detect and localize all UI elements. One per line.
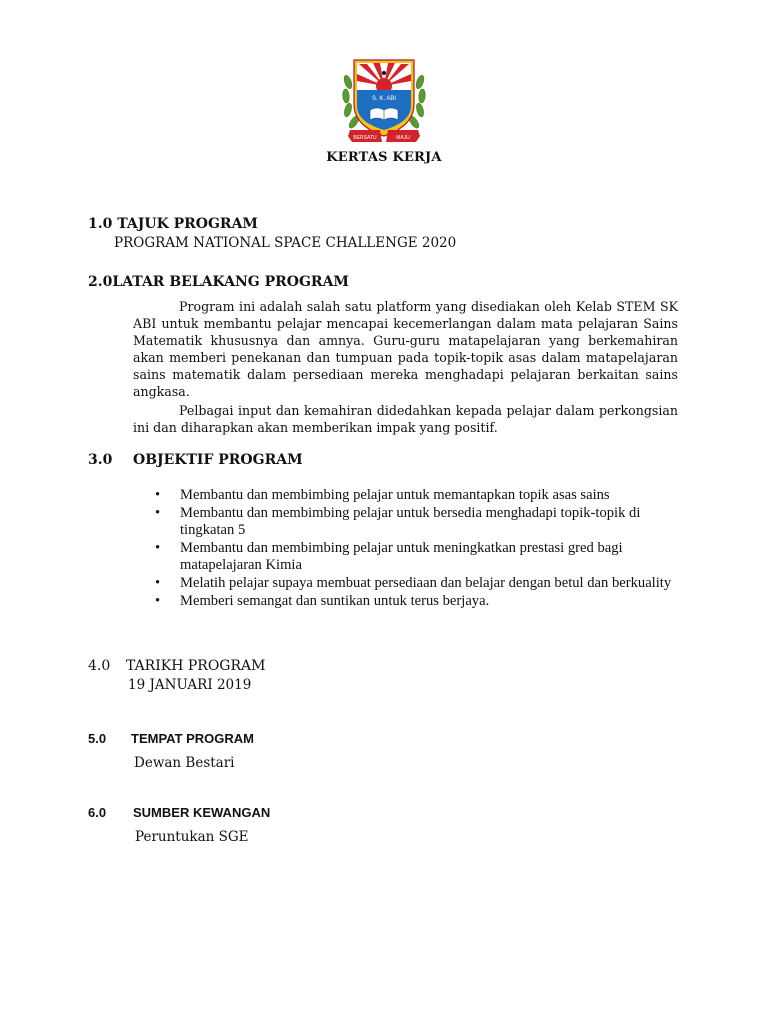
section-4-heading: TARIKH PROGRAM [126,658,266,674]
list-item [155,487,695,504]
section-1-value: PROGRAM NATIONAL SPACE CHALLENGE 2020 [114,235,457,251]
list-item [155,540,695,574]
objective-text: Membantu dan membimbing pelajar untuk memantapkan topik asas sains [180,487,610,503]
bullet-icon: • [155,540,161,556]
section-4-number: 4.0 [88,658,111,674]
bullet-icon: • [155,593,161,609]
list-item [155,505,695,539]
objective-text: Membantu dan membimbing pelajar untuk meningkatkan prestasi gred bagi matapelajaran Kimia [180,540,623,573]
list-item [155,575,695,592]
section-2-paragraph-1 [133,298,678,400]
section-2-paragraph-2 [133,402,678,436]
objective-text: Melatih pelajar supaya membuat persediaan dan belajar dengan betul dan berkuality [180,575,672,591]
document-title: KERTAS KERJA [326,150,442,165]
section-5-heading: TEMPAT PROGRAM [131,731,255,746]
paragraph-1-text: Program ini adalah salah satu platform yang disediakan oleh Kelab STEM SK ABI untuk membantu pelajar mencapai kecemerlangan dalam mata pelajaran Sains Matematik khususnya dan amnya. Guru-guru matapelajaran yang berkemahiran akan memberi penekanan dan tumpuan pada topik-topik asas dalam matapelajaran sains matematik dalam persediaan mereka menghadapi pelajaran berkaitan sains angkasa. [133,299,678,399]
section-3-heading: OBJEKTIF PROGRAM [133,452,303,468]
school-crest-logo [340,52,428,148]
section-5-number: 5.0 [88,731,107,746]
section-3-number: 3.0 [88,452,113,468]
objective-text: Memberi semangat dan suntikan untuk terus berjaya. [180,593,490,609]
section-6-value: Peruntukan SGE [135,829,249,845]
objectives-list [155,487,695,611]
bullet-icon: • [155,575,161,591]
section-1-heading: 1.0 TAJUK PROGRAM [88,216,258,232]
logo-banner-text: S. K. ABI [371,96,397,102]
objective-text: Membantu dan membimbing pelajar untuk bersedia menghadapi topik-topik di tingkatan 5 [180,505,641,538]
section-6-number: 6.0 [88,805,107,820]
bullet-icon: • [155,505,161,521]
bullet-icon: • [155,487,161,503]
section-2-heading: 2.0LATAR BELAKANG PROGRAM [88,274,349,290]
section-6-heading: SUMBER KEWANGAN [133,805,271,820]
section-4-value: 19 JANUARI 2019 [128,677,252,693]
logo-ribbon-left-text: BERSATU [353,135,377,141]
logo-ribbon-right-text: MAJU [396,135,410,141]
paragraph-2-text: Pelbagai input dan kemahiran didedahkan kepada pelajar dalam perkongsian ini dan diharapkan akan memberikan impak yang positif. [133,403,678,435]
book-icon [370,108,398,120]
list-item [155,593,695,610]
section-5-value: Dewan Bestari [134,755,235,771]
